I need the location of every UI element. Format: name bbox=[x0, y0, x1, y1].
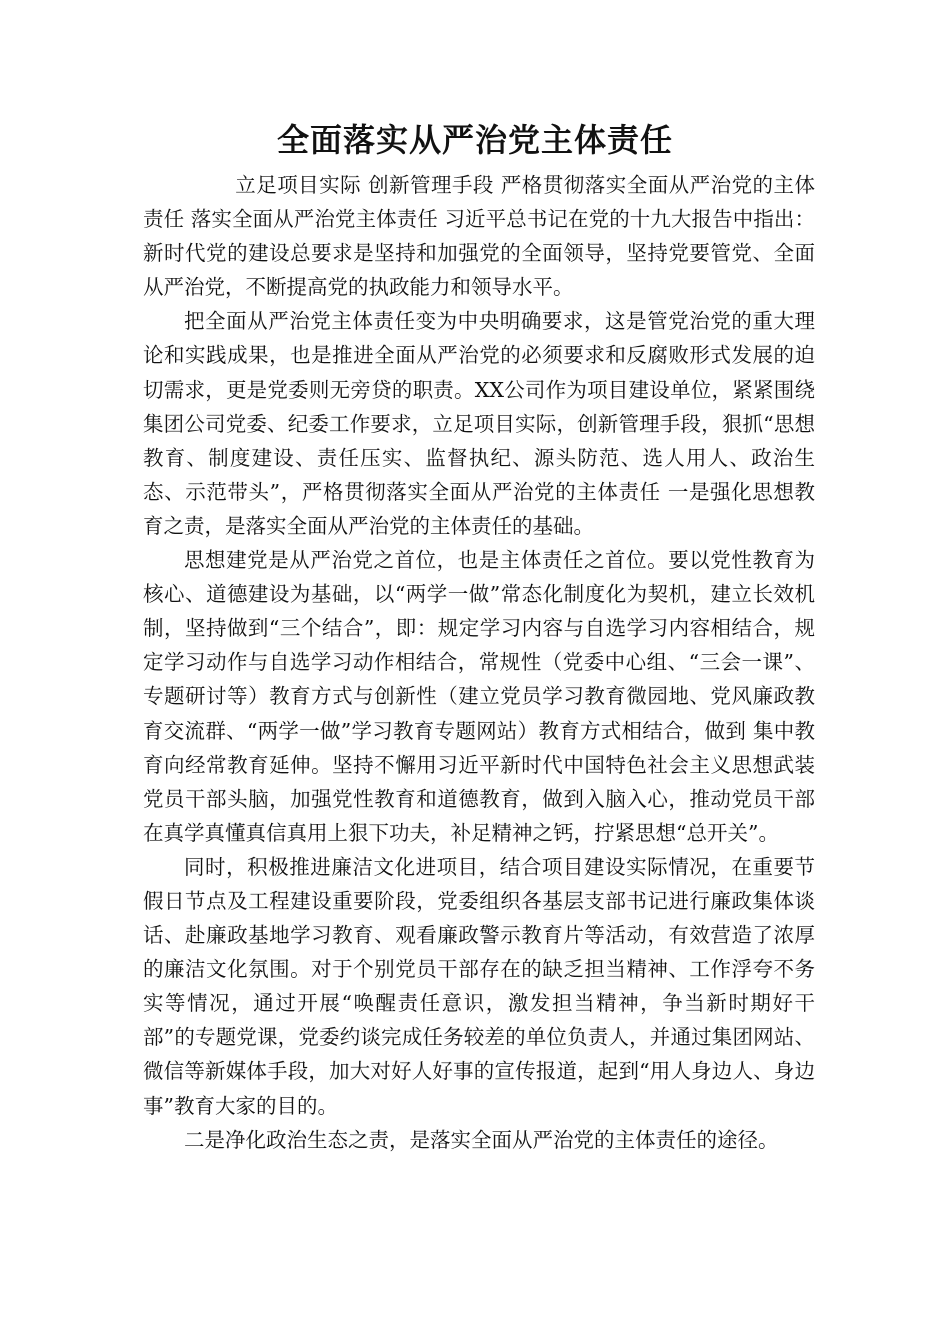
paragraph-1: 立足项目实际 创新管理手段 严格贯彻落实全面从严治党的主体责任 落实全面从严治党主体责任 习近平总书记在党的十九大报告中指出：新时代党的建设总要求是坚持和加强党的全面领导，坚持党要管党、全面从严治党，不断提高党的执政能力和领导水平。 bbox=[143, 173, 815, 300]
paragraph-3: 思想建党是从严治党之首位，也是主体责任之首位。要以党性教育为核心、道德建设为基础，以“两学一做”常态化制度化为契机，建立长效机制，坚持做到“三个结合”，即：规定学习内容与自选学习内容相结合，规定学习动作与自选学习动作相结合，常规性（党委中心组、“三会一课”、专题研讨等）教育方式与创新性（建立党员学习教育微园地、党风廉政教育交流群、“两学一做”学习教育专题网站）教育方式相结合，做到 集中教育向经常教育延伸。坚持不懈用习近平新时代中国特色社会主义思想武装党员干部头脑，加强党性教育和道德教育，做到入脑入心，推动党员干部在真学真懂真信真用上狠下功夫，补足精神之钙，拧紧思想“总开关”。 bbox=[143, 548, 815, 845]
paragraph-5: 二是净化政治生态之责，是落实全面从严治党的主体责任的途径。 bbox=[184, 1127, 779, 1152]
paragraph-2: 把全面从严治党主体责任变为中央明确要求，这是管党治党的重大理论和实践成果，也是推进全面从严治党的必须要求和反腐败形式发展的迫切需求，更是党委则无旁贷的职责。XX公司作为项目建设单位，紧紧围绕集团公司党委、纪委工作要求，立足项目实际，创新管理手段，狠抓“思想教育、制度建设、责任压实、监督执纪、源头防范、选人用人、政治生态、示范带头”，严格贯彻落实全面从严治党的主体责任 一是强化思想教育之责，是落实全面从严治党的主体责任的基础。 bbox=[143, 309, 815, 538]
document-body bbox=[143, 168, 815, 1157]
paragraph-4: 同时，积极推进廉洁文化进项目，结合项目建设实际情况，在重要节假日节点及工程建设重要阶段，党委组织各基层支部书记进行廉政集体谈话、赴廉政基地学习教育、观看廉政警示教育片等活动，有效营造了浓厚的廉洁文化氛围。对于个别党员干部存在的缺乏担当精神、工作浮夸不务实等情况，通过开展“唤醒责任意识，激发担当精神，争当新时期好干部”的专题党课，党委约谈完成任务较差的单位负责人，并通过集团网站、微信等新媒体手段，加大对好人好事的宣传报道，起到“用人身边人、身边事”教育大家的目的。 bbox=[143, 854, 815, 1118]
document-title: 全面落实从严治党主体责任 bbox=[276, 121, 673, 159]
